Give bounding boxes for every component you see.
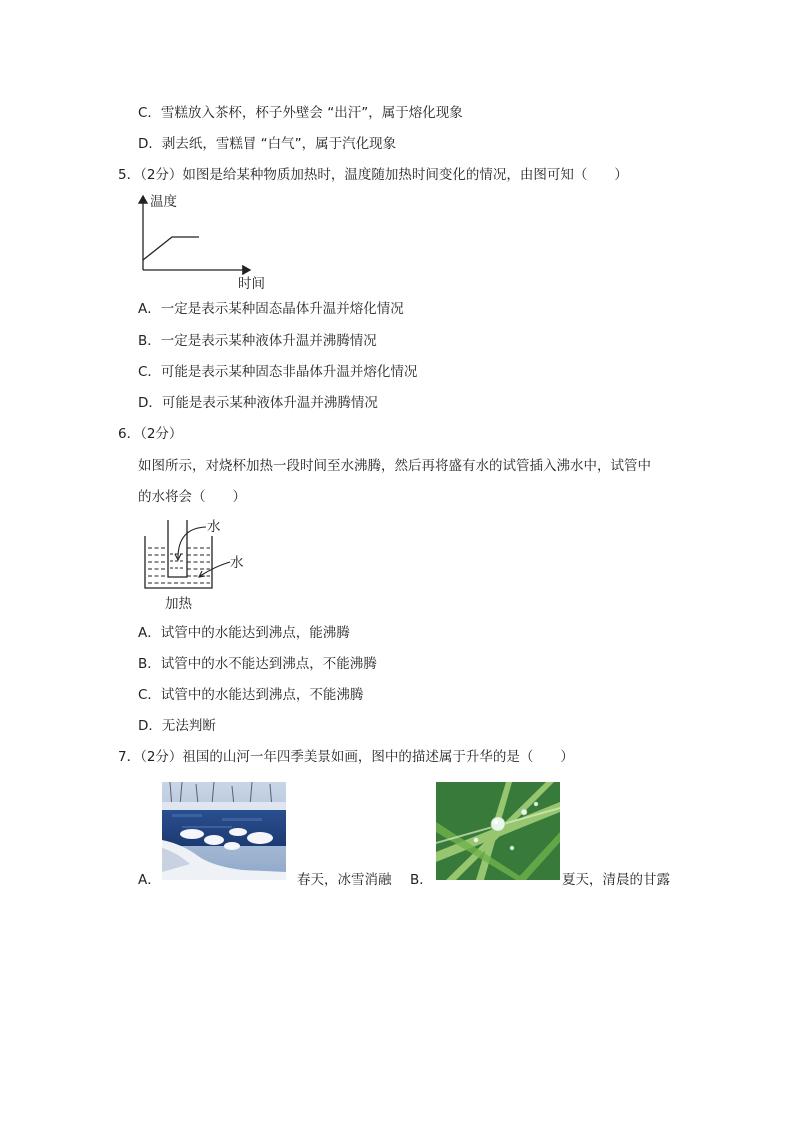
q6-body-line2: 的水将会（ ）	[138, 489, 246, 505]
q5-ylabel: 温度	[150, 194, 177, 210]
q7-option-a-letter: A．	[138, 872, 161, 888]
q7-option-a-text: 春天，冰雪消融	[297, 872, 392, 888]
q5-option-d: D．可能是表示某种液体升温并沸腾情况	[138, 395, 378, 411]
q6-option-a: A．试管中的水能达到沸点，能沸腾	[138, 625, 350, 641]
q6-beaker-testtube-figure	[138, 514, 250, 614]
q5-stem: 5．（2分）如图是给某种物质加热时，温度随加热时间变化的情况，由图可知（ ）	[118, 167, 628, 183]
q6-label-heat: 加热	[165, 596, 192, 612]
q5-xlabel: 时间	[238, 276, 265, 292]
q6-beaker-water-pointer	[200, 562, 230, 576]
q5-option-a: A．一定是表示某种固态晶体升温并熔化情况	[138, 301, 404, 317]
q7-option-b-letter: B．	[410, 872, 433, 888]
q5-option-c: C．可能是表示某种固态非晶体升温并熔化情况	[138, 364, 418, 380]
q6-option-d: D．无法判断	[138, 718, 216, 734]
q6-option-c: C．试管中的水能达到沸点，不能沸腾	[138, 687, 364, 703]
q7-stem: 7．（2分）祖国的山河一年四季美景如画，图中的描述属于升华的是（ ）	[118, 749, 574, 765]
q4-option-c: C．雪糕放入茶杯，杯子外壁会 “出汗”，属于熔化现象	[138, 105, 463, 121]
q6-label-beaker-water: 水	[230, 555, 244, 571]
q5-curve	[143, 237, 199, 260]
q5-option-b: B．一定是表示某种液体升温并沸腾情况	[138, 333, 377, 349]
q5-temperature-time-graph	[136, 190, 276, 292]
q6-label-tube-water: 水	[207, 519, 221, 535]
q7-photo-dew-grass	[436, 782, 560, 880]
q7-option-b-text: 夏天，清晨的甘露	[562, 872, 670, 888]
q7-photo-snow-ice	[162, 782, 286, 880]
q6-body-line1: 如图所示，对烧杯加热一段时间至水沸腾，然后再将盛有水的试管插入沸水中，试管中	[138, 458, 651, 474]
q6-stem: 6．（2分）	[118, 426, 183, 442]
q4-option-d: D．剥去纸，雪糕冒 “白气”，属于汽化现象	[138, 136, 397, 152]
q6-option-b: B．试管中的水不能达到沸点，不能沸腾	[138, 656, 377, 672]
